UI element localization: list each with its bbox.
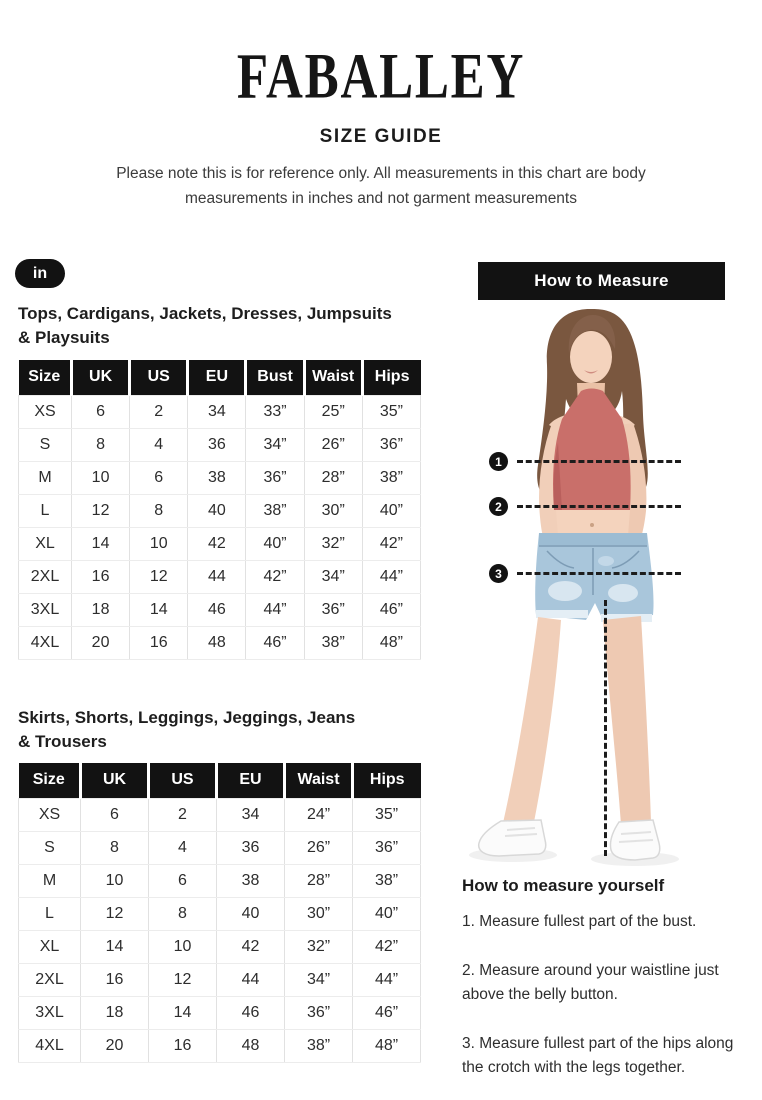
table-cell: 44 (217, 963, 285, 996)
measure-instructions (462, 910, 738, 1100)
size-table-tops (18, 360, 421, 660)
table-cell: 40” (353, 897, 421, 930)
table-cell: 46” (362, 593, 420, 626)
table-cell: 18 (72, 593, 130, 626)
table-cell: 48” (362, 626, 420, 659)
table-cell: 4XL (19, 1029, 81, 1062)
table-cell: 38 (217, 864, 285, 897)
table-row (19, 626, 421, 659)
table-cell: 25” (304, 395, 362, 428)
table-title-bottoms-line-1: Skirts, Shorts, Leggings, Jeggings, Jeans (18, 708, 356, 727)
table-row (19, 864, 421, 897)
inseam-measure-line (604, 600, 607, 856)
table-cell: 2 (130, 395, 188, 428)
table-cell: 26” (304, 428, 362, 461)
table-cell: 35” (362, 395, 420, 428)
table-cell: 40 (217, 897, 285, 930)
table-title-tops-line-1: Tops, Cardigans, Jackets, Dresses, Jumpsuits (18, 304, 392, 323)
table-title-tops (18, 302, 438, 350)
table-cell: 32” (285, 930, 353, 963)
table-cell: 36” (304, 593, 362, 626)
table-cell: 40” (362, 494, 420, 527)
table-row (19, 963, 421, 996)
table-cell: 14 (130, 593, 188, 626)
waist-measure-line (517, 505, 681, 508)
table-cell: 30” (285, 897, 353, 930)
table-cell: S (19, 831, 81, 864)
table-cell: 12 (81, 897, 149, 930)
table-cell: 46” (353, 996, 421, 1029)
note-line-1: Please note this is for reference only. All measurements in this chart are body (116, 165, 646, 182)
table-row (19, 494, 421, 527)
note-line-2: measurements in inches and not garment measurements (184, 190, 577, 207)
table-cell: 42” (246, 560, 304, 593)
table-cell: 36” (246, 461, 304, 494)
table-cell: L (19, 897, 81, 930)
table-cell: 34 (217, 798, 285, 831)
table-row (19, 527, 421, 560)
table-cell: 46 (217, 996, 285, 1029)
table-cell: 46” (246, 626, 304, 659)
hips-measure-line (517, 572, 681, 575)
table-row (19, 461, 421, 494)
table-row (19, 798, 421, 831)
table-cell: 16 (81, 963, 149, 996)
column-header: Size (19, 360, 72, 395)
table-cell: 2 (149, 798, 217, 831)
table-cell: XL (19, 930, 81, 963)
table-cell: 12 (72, 494, 130, 527)
column-header: US (130, 360, 188, 395)
table-cell: 4 (130, 428, 188, 461)
table-cell: 42 (188, 527, 246, 560)
bust-measure-line (517, 460, 681, 463)
table-row (19, 593, 421, 626)
table-row (19, 930, 421, 963)
table-row (19, 560, 421, 593)
hips-marker: 3 (489, 564, 508, 583)
measure-subheading: How to measure yourself (462, 876, 665, 895)
table-cell: 16 (149, 1029, 217, 1062)
table-cell: 10 (149, 930, 217, 963)
column-header: Waist (304, 360, 362, 395)
table-cell: L (19, 494, 72, 527)
table-cell: S (19, 428, 72, 461)
waist-marker: 2 (489, 497, 508, 516)
table-cell: XS (19, 395, 72, 428)
table-cell: 2XL (19, 963, 81, 996)
table-cell: 42” (353, 930, 421, 963)
table-cell: M (19, 461, 72, 494)
table-cell: 40” (246, 527, 304, 560)
table-cell: 10 (130, 527, 188, 560)
column-header: Hips (353, 763, 421, 798)
table-cell: XS (19, 798, 81, 831)
table-row (19, 428, 421, 461)
table-cell: 10 (81, 864, 149, 897)
table-cell: 8 (149, 897, 217, 930)
unit-toggle-in[interactable]: in (15, 259, 65, 288)
table-cell: 44” (362, 560, 420, 593)
table-cell: 34” (285, 963, 353, 996)
table-cell: 12 (149, 963, 217, 996)
table-cell: 12 (130, 560, 188, 593)
table-cell: 44” (353, 963, 421, 996)
table-cell: 36 (188, 428, 246, 461)
table-cell: 26” (285, 831, 353, 864)
column-header: UK (72, 360, 130, 395)
table-cell: 16 (72, 560, 130, 593)
table-cell: 48 (188, 626, 246, 659)
table-title-bottoms-line-2: & Trousers (18, 732, 107, 751)
table-row (19, 996, 421, 1029)
table-cell: 28” (285, 864, 353, 897)
bust-marker: 1 (489, 452, 508, 471)
table-cell: 14 (72, 527, 130, 560)
table-cell: 6 (81, 798, 149, 831)
table-cell: 14 (149, 996, 217, 1029)
table-cell: 18 (81, 996, 149, 1029)
table-cell: 46 (188, 593, 246, 626)
table-cell: XL (19, 527, 72, 560)
table-cell: 4XL (19, 626, 72, 659)
table-cell: 36 (217, 831, 285, 864)
instruction-item-2: 2. Measure around your waistline just above the belly button. (462, 962, 719, 1003)
table-cell: 40 (188, 494, 246, 527)
table-cell: 3XL (19, 593, 72, 626)
table-cell: 6 (72, 395, 130, 428)
instruction-item-3: 3. Measure fullest part of the hips along the crotch with the legs together. (462, 1035, 734, 1076)
table-cell: 34 (188, 395, 246, 428)
table-cell: 38 (188, 461, 246, 494)
table-cell: 4 (149, 831, 217, 864)
size-table-bottoms (18, 763, 421, 1063)
column-header: Size (19, 763, 81, 798)
table-cell: 42 (217, 930, 285, 963)
table-cell: 44 (188, 560, 246, 593)
table-cell: 32” (304, 527, 362, 560)
table-cell: 33” (246, 395, 304, 428)
table-cell: 6 (130, 461, 188, 494)
table-cell: 48 (217, 1029, 285, 1062)
table-cell: 38” (285, 1029, 353, 1062)
table-cell: 20 (81, 1029, 149, 1062)
table-cell: 3XL (19, 996, 81, 1029)
table-cell: 6 (149, 864, 217, 897)
table-row (19, 831, 421, 864)
table-cell: 35” (353, 798, 421, 831)
table-cell: 2XL (19, 560, 72, 593)
table-cell: 28” (304, 461, 362, 494)
table-cell: 48” (353, 1029, 421, 1062)
table-cell: 38” (353, 864, 421, 897)
table-cell: 34” (246, 428, 304, 461)
column-header: Hips (362, 360, 420, 395)
table-cell: 8 (81, 831, 149, 864)
table-row (19, 395, 421, 428)
table-cell: 8 (72, 428, 130, 461)
table-title-bottoms (18, 706, 438, 754)
table-cell: M (19, 864, 81, 897)
column-header: UK (81, 763, 149, 798)
column-header: EU (188, 360, 246, 395)
table-cell: 30” (304, 494, 362, 527)
model-photo (455, 303, 762, 868)
table-title-tops-line-2: & Playsuits (18, 328, 110, 347)
column-header: Bust (246, 360, 304, 395)
table-cell: 8 (130, 494, 188, 527)
table-cell: 44” (246, 593, 304, 626)
instruction-item-1: 1. Measure fullest part of the bust. (462, 913, 697, 930)
table-row (19, 897, 421, 930)
table-cell: 42” (362, 527, 420, 560)
table-cell: 36” (285, 996, 353, 1029)
table-cell: 38” (246, 494, 304, 527)
table-row (19, 1029, 421, 1062)
table-cell: 38” (362, 461, 420, 494)
model-illustration (455, 303, 762, 868)
column-header: Waist (285, 763, 353, 798)
table-cell: 16 (130, 626, 188, 659)
table-cell: 38” (304, 626, 362, 659)
table-cell: 36” (353, 831, 421, 864)
table-cell: 34” (304, 560, 362, 593)
column-header: US (149, 763, 217, 798)
reference-note (61, 161, 701, 211)
brand-logo: FABALLEY (236, 39, 526, 112)
how-to-measure-banner: How to Measure (478, 262, 725, 300)
table-cell: 14 (81, 930, 149, 963)
table-cell: 36” (362, 428, 420, 461)
page-title: SIZE GUIDE (319, 126, 443, 147)
table-cell: 10 (72, 461, 130, 494)
column-header: EU (217, 763, 285, 798)
table-cell: 20 (72, 626, 130, 659)
table-cell: 24” (285, 798, 353, 831)
